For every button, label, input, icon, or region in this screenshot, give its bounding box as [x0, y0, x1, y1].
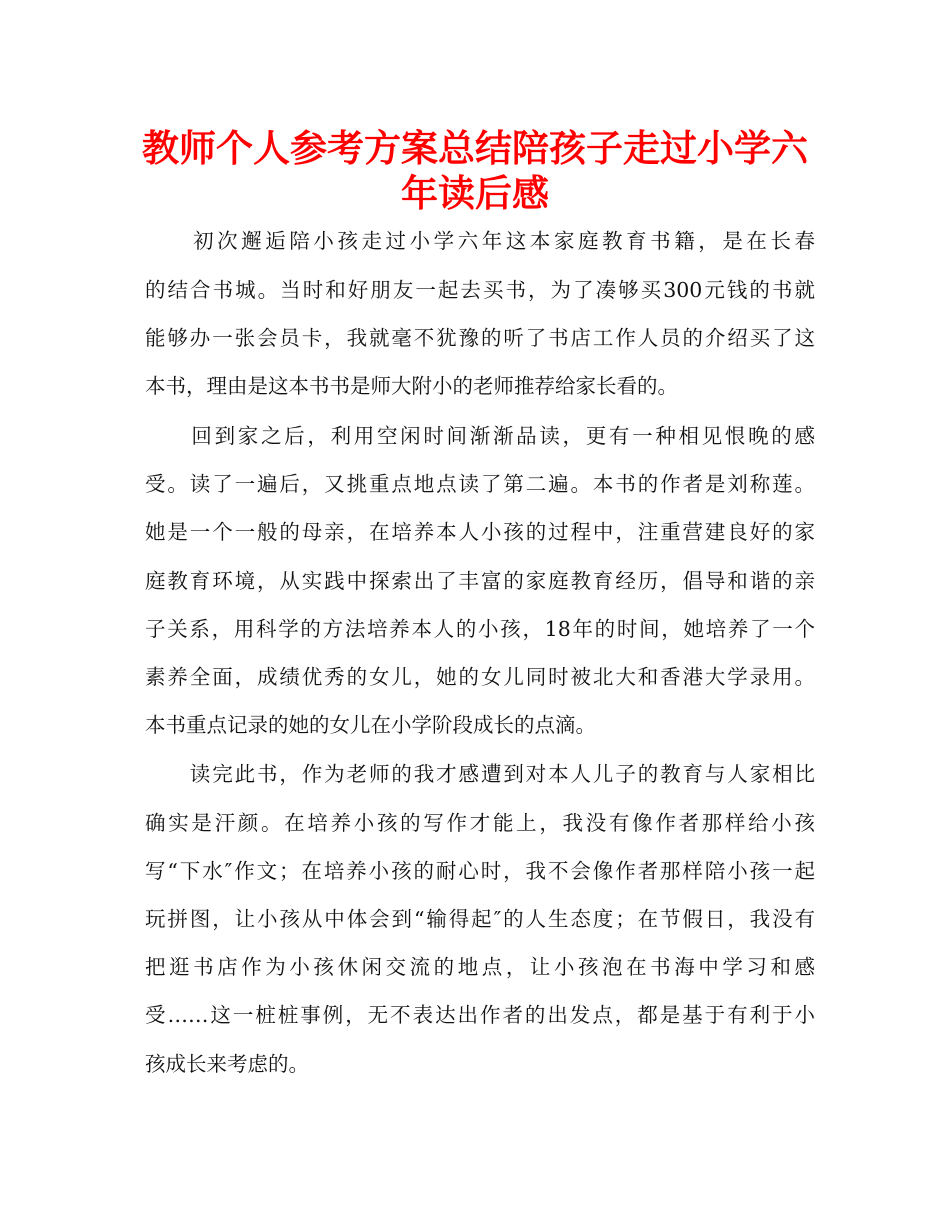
paragraph-2-line-3: 她是一个一般的母亲，在培养本人小孩的过程中，注重营建良好的家	[145, 520, 815, 544]
paragraph-3-line-7: 孩成长来考虑的。	[145, 1052, 309, 1076]
page-title-line-2: 年读后感	[401, 172, 549, 215]
paragraph-3-line-2: 确实是汗颜。在培养小孩的写作才能上，我没有像作者那样给小孩	[145, 811, 815, 835]
paragraph-2-line-6: 素养全面，成绩优秀的女儿，她的女儿同时被北大和香港大学录用。	[145, 665, 815, 689]
paragraph-2-line-5: 子关系，用科学的方法培养本人的小孩，18年的时间，她培养了一个	[145, 617, 815, 641]
paragraph-2-line-2: 受。读了一遍后，又挑重点地点读了第二遍。本书的作者是刘称莲。	[145, 472, 815, 496]
paragraph-3-line-4: 玩拼图，让小孩从中体会到“输得起″的人生态度；在节假日，我没有	[145, 907, 815, 931]
paragraph-1-line-1: 初次邂逅陪小孩走过小学六年这本家庭教育书籍，是在长春	[145, 229, 815, 253]
paragraph-3-line-1: 读完此书，作为老师的我才感遭到对本人儿子的教育与人家相比	[145, 762, 815, 786]
paragraph-1-line-3: 能够办一张会员卡，我就毫不犹豫的听了书店工作人员的介绍买了这	[145, 326, 815, 350]
paragraph-3-line-5: 把逛书店作为小孩休闲交流的地点，让小孩泡在书海中学习和感	[145, 955, 815, 979]
paragraph-3-line-3: 写“下水″作文；在培养小孩的耐心时，我不会像作者那样陪小孩一起	[145, 859, 815, 883]
page-title-line-1: 教师个人参考方案总结陪孩子走过小学六	[142, 127, 808, 170]
paragraph-2-line-4: 庭教育环境，从实践中探索出了丰富的家庭教育经历，倡导和谐的亲	[145, 569, 815, 593]
paragraph-1-line-4: 本书，理由是这本书书是师大附小的老师推荐给家长看的。	[145, 374, 678, 398]
paragraph-3-line-6: 受……这一桩桩事例，无不表达出作者的出发点，都是基于有利于小	[145, 1003, 815, 1027]
paragraph-2-line-7: 本书重点记录的她的女儿在小学阶段成长的点滴。	[145, 713, 596, 737]
paragraph-2-line-1: 回到家之后，利用空闲时间渐渐品读，更有一种相见恨晚的感	[145, 424, 815, 448]
paragraph-1-line-2: 的结合书城。当时和好朋友一起去买书，为了凑够买300元钱的书就	[145, 278, 815, 302]
